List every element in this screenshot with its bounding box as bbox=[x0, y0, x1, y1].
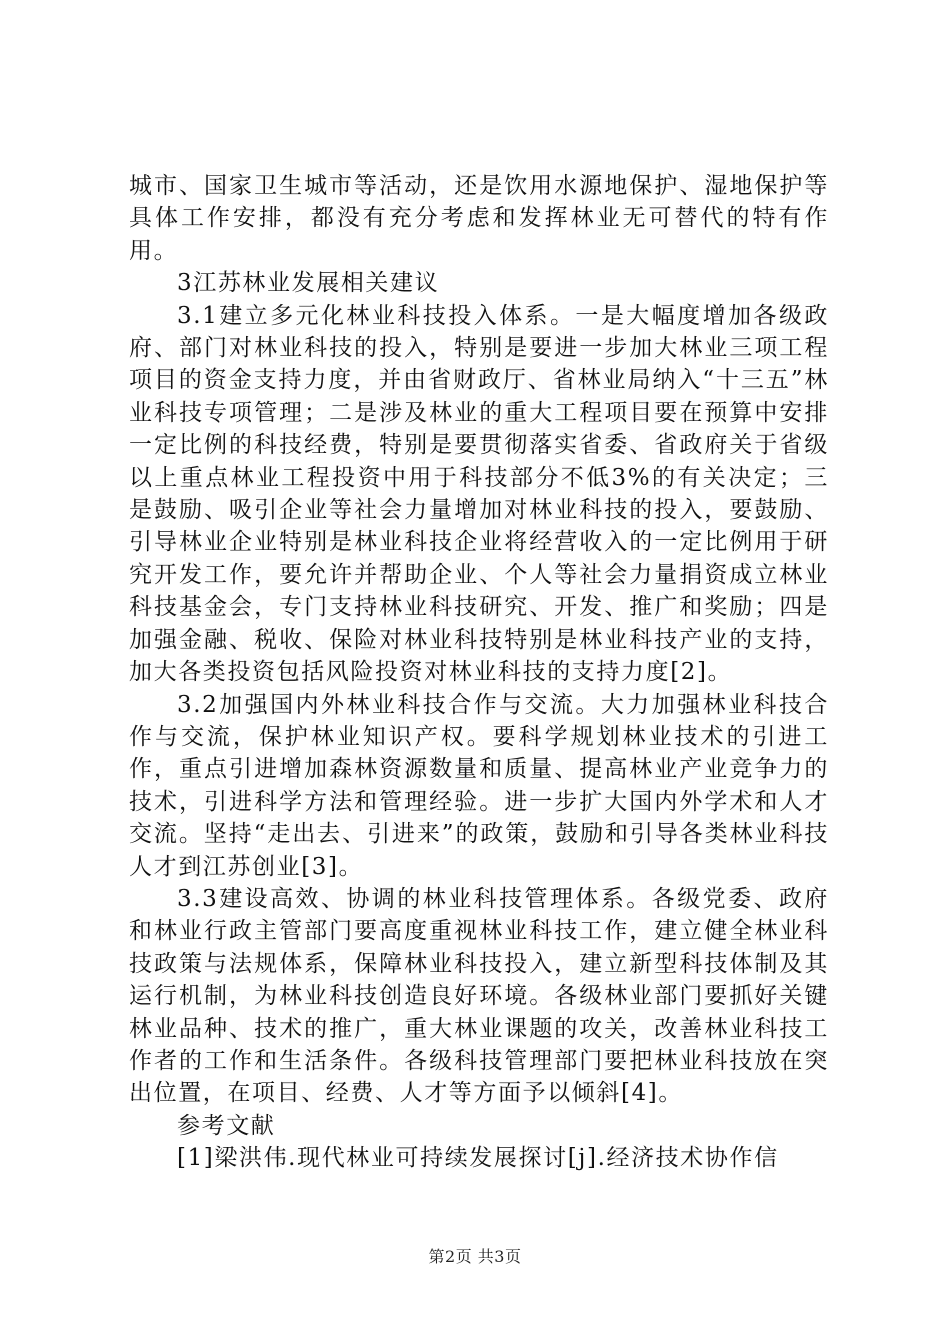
paragraph-3-1: 3.1建立多元化林业科技投入体系。一是大幅度增加各级政府、部门对林业科技的投入，特别是要进一步加大林业三项工程项目的资金支持力度，并由省财政厅、省林业局纳入“十三五”林业科技专项管理；二是涉及林业的重大工程项目要在预算中安排一定比例的科技经费，特别是要贯彻落实省委、省政府关于省级以上重点林业工程投资中用于科技部分不低3%的有关决定；三是鼓励、吸引企业等社会力量增加对林业科技的投入，要鼓励、引导林业企业特别是林业科技企业将经营收入的一定比例用于研究开发工作，要允许并帮助企业、个人等社会力量捐资成立林业科技基金会，专门支持林业科技研究、开发、推广和奖励；四是加强金融、税收、保险对林业科技特别是林业科技产业的支持，加大各类投资包括风险投资对林业科技的支持力度[2]。 bbox=[129, 302, 829, 686]
paragraph-continuation: 城市、国家卫生城市等活动，还是饮用水源地保护、湿地保护等具体工作安排，都没有充分考虑和发挥林业无可替代的特有作用。 bbox=[129, 173, 829, 264]
paragraph-3-2: 3.2加强国内外林业科技合作与交流。大力加强林业科技合作与交流，保护林业知识产权。要科学规划林业技术的引进工作，重点引进增加森林资源数量和质量、提高林业产业竞争力的技术，引进科学方法和管理经验。进一步扩大国内外学术和人才交流。坚持“走出去、引进来”的政策，鼓励和引导各类林业科技人才到江苏创业[3]。 bbox=[129, 691, 829, 880]
section-heading-3: 3江苏林业发展相关建议 bbox=[177, 270, 440, 297]
paragraph-3-3: 3.3建设高效、协调的林业科技管理体系。各级党委、政府和林业行政主管部门要高度重视林业科技工作，建立健全林业科技政策与法规体系，保障林业科技投入，建立新型科技体制及其运行机制，为林业科技创造良好环境。各级林业部门要抓好关键林业品种、技术的推广，重大林业课题的攻关，改善林业科技工作者的工作和生活条件。各级科技管理部门要把林业科技放在突出位置，在项目、经费、人才等方面予以倾斜[4]。 bbox=[129, 885, 829, 1107]
document-body bbox=[129, 170, 829, 1175]
references-heading: 参考文献 bbox=[177, 1112, 276, 1139]
page-footer: 第2页 共3页 bbox=[428, 1247, 522, 1266]
reference-1: [1]梁洪伟.现代林业可持续发展探讨[j].经济技术协作信 bbox=[177, 1145, 779, 1172]
